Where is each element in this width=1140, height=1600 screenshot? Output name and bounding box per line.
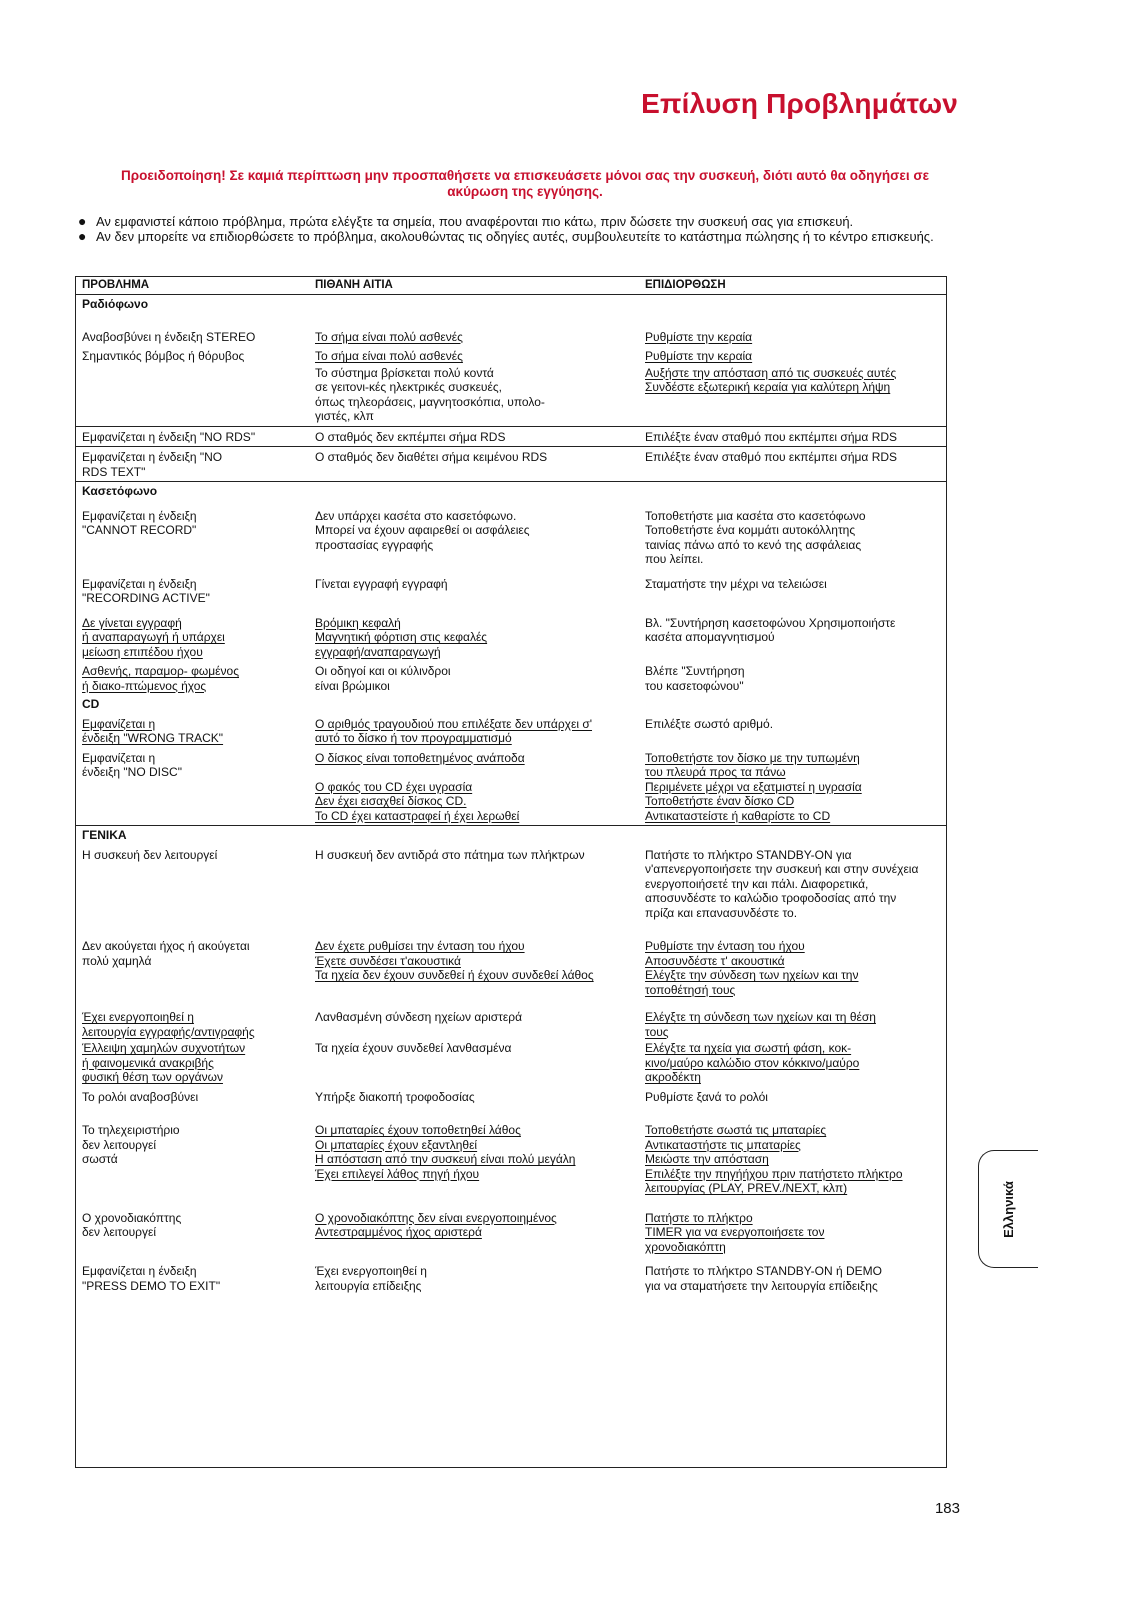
cause-cell: Έχει ενεργοποιηθεί η λειτουργία επίδειξης bbox=[315, 1264, 427, 1293]
problem-cell: Εμφανίζεται η ένδειξη "PRESS DEMO TO EXIT" bbox=[82, 1264, 221, 1293]
cause-cell: Βρόμικη κεφαλή Μαγνητική φόρτιση στις κεφαλές εγγραφή/αναπαραγωγή bbox=[315, 615, 488, 659]
table-row bbox=[76, 748, 946, 826]
fix-cell: Ρυθμίστε ξανά το ρολόι bbox=[645, 1089, 768, 1104]
fix-cell: Επιλέξτε έναν σταθμό που εκπέμπει σήμα RDS bbox=[645, 450, 898, 464]
fix-cell: Ελέγξτε τα ηχεία για σωστή φάση, κοκ- κινο/μαύρο καλώδιο στον κόκκινο/μαύρο ακροδέκτη bbox=[645, 1041, 860, 1084]
problem-cell: Εμφανίζεται η ένδειξη "CANNOT RECORD" bbox=[82, 508, 197, 537]
table-row bbox=[76, 1041, 946, 1087]
problem-cell: Αναβοσβύνει η ένδειξη STEREO bbox=[82, 329, 256, 344]
cause-cell: Υπήρξε διακοπή τροφοδοσίας bbox=[315, 1089, 475, 1104]
bullet-icon: ● bbox=[78, 228, 87, 244]
warning-text: Προειδοποίηση! Σε καμιά περίπτωση μην προσπαθήσετε να επισκευάσετε μόνοι σας την συσκευή, διότι αυτό θα οδηγήσει σε ακύρωση της εγγύησης. bbox=[121, 168, 929, 199]
problem-cell: Ο χρονοδιακόπτης δεν λειτουργεί bbox=[82, 1210, 182, 1239]
cause-cell: Ο σταθμός δεν διαθέτει σήμα κειμένου RDS bbox=[315, 450, 548, 464]
cause-cell: Ο χρονοδιακόπτης δεν είναι ενεργοποιημένος Αντεστραμμένος ήχος αριστερά bbox=[315, 1210, 557, 1239]
cause-cell: Λανθασμένη σύνδεση ηχείων αριστερά bbox=[315, 1010, 523, 1024]
problem-cell: Σημαντικός βόμβος ή θόρυβος bbox=[82, 349, 245, 363]
language-tab bbox=[978, 1150, 1038, 1268]
problem-cell: Ασθενής, παραμορ- φωμένος ή διακο-πτώμενος ήχος bbox=[82, 664, 239, 693]
cause-cell: Δεν υπάρχει κασέτα στο κασετόφωνο. Μπορεί να έχουν αφαιρεθεί οι ασφάλειες προστασίας εγγραφής bbox=[315, 508, 530, 552]
bullet-item bbox=[78, 214, 948, 229]
language-tab-label: Ελληνικά bbox=[1000, 1180, 1016, 1238]
cause-cell: Ο δίσκος είναι τοποθετημένος ανάποδα Ο φακός του CD έχει υγρασία Δεν έχει εισαχθεί δίσκος CD. Το CD έχει καταστραφεί ή έχει λερωθεί bbox=[315, 750, 525, 823]
fix-cell: Πατήστε το πλήκτρο STANDBY-ON ή DEMO για να σταματήσετε την λειτουργία επίδειξης bbox=[645, 1264, 882, 1293]
fix-cell: Σταματήστε την μέχρι να τελειώσει bbox=[645, 576, 827, 591]
fix-cell: Τοποθετήστε μια κασέτα στο κασετόφωνο Τοποθετήστε ένα κομμάτι αυτοκόλλητης ταινίας πάνω από το κενό της ασφάλειας που λείπει. bbox=[645, 508, 866, 566]
fix-cell: Πατήστε το πλήκτρο TIMER για να ενεργοποιήσετε τον χρονοδιακόπτη bbox=[645, 1210, 825, 1254]
table-row bbox=[76, 1208, 946, 1257]
table-row bbox=[76, 714, 946, 748]
problem-cell: Το ρολόι αναβοσβύνει bbox=[82, 1089, 199, 1104]
cause-cell: Το σύστημα βρίσκεται πολύ κοντά σε γειτονι-κές ηλεκτρικές συσκευές, όπως τηλεοράσεις, μαγνητοσκόπια, υπολο- γιστές, κλπ bbox=[315, 365, 545, 423]
page-title: Επίλυση Προβλημάτων bbox=[641, 88, 958, 119]
bullet-text: Αν δεν μπορείτε να επιδιορθώσετε το πρόβλημα, ακολουθώντας τις οδηγίες αυτές, συμβουλευτείτε το κατάστημα πώλησης ή το κέντρο επισκευής. bbox=[96, 229, 934, 244]
problem-cell: Το τηλεχειριστήριο δεν λειτουργεί σωστά bbox=[82, 1123, 180, 1166]
bullet-item bbox=[78, 229, 948, 244]
header-cause: ΠΙΘΑΝΗ ΑΙΤΙΑ bbox=[315, 279, 393, 292]
cause-cell: Γίνεται εγγραφή εγγραφή bbox=[315, 576, 448, 591]
problem-cell: Εμφανίζεται η ένδειξη "NO RDS" bbox=[82, 429, 256, 444]
fix-cell: Βλέπε "Συντήρηση του κασετοφώνου" bbox=[645, 664, 745, 693]
cause-cell: Το σήμα είναι πολύ ασθενές bbox=[315, 349, 463, 363]
fix-cell: Ρυθμίστε την κεραία bbox=[645, 329, 753, 344]
page-number: 183 bbox=[934, 1500, 960, 1517]
cause-cell: Η συσκευή δεν αντιδρά στο πάτημα των πλήκτρων bbox=[315, 847, 585, 862]
fix-cell: Ρυθμίστε την κεραία bbox=[645, 349, 753, 363]
problem-cell bbox=[76, 366, 309, 424]
table-row bbox=[76, 608, 946, 662]
problem-cell: Έχει ενεργοποιηθεί η λειτουργία εγγραφής/αντιγραφής bbox=[82, 1010, 255, 1039]
fix-cell: Τοποθετήστε σωστά τις μπαταρίες Αντικαταστήστε τις μπαταρίες Μειώστε την απόσταση Επιλέξτε την πηγήήχου πριν πατήστετο πλήκτρο λειτουργίας (PLAY, PREV./NEXT, κλπ) bbox=[645, 1123, 903, 1195]
cause-cell: Το σήμα είναι πολύ ασθενές bbox=[315, 329, 463, 344]
section-title: Ραδιόφωνο bbox=[82, 297, 149, 311]
fix-cell: Επιλέξτε έναν σταθμό που εκπέμπει σήμα RDS bbox=[645, 429, 898, 444]
bullet-icon: ● bbox=[78, 213, 87, 229]
bullet-list bbox=[78, 214, 948, 244]
troubleshooting-table bbox=[75, 276, 947, 1468]
fix-cell: Βλ. "Συντήρηση κασετοφώνου Χρησιμοποιήστε κασέτα απομαγνητισμού bbox=[645, 615, 896, 644]
table-row bbox=[76, 1007, 946, 1041]
table-row bbox=[76, 346, 946, 366]
table-row bbox=[76, 1256, 946, 1295]
fix-cell: Τοποθετήστε τον δίσκο με την τυπωμένη του πλευρά προς τα πάνω Περιμένετε μέχρι να εξατμιστεί η υγρασία Τοποθετήστε έναν δίσκο CD Αντικαταστείστε ή καθαρίστε το CD bbox=[645, 750, 862, 823]
problem-cell: Έλλειψη χαμηλών συχνοτήτων ή φαινομενικά ανακριβής φυσική θέση των οργάνων bbox=[82, 1041, 246, 1084]
cause-cell: Οι μπαταρίες έχουν τοποθετηθεί λάθος Οι μπαταρίες έχουν εξαντληθεί Η απόσταση από την συσκευή είναι πολύ μεγάλη Έχει επιλεγεί λάθος πηγή ήχου bbox=[315, 1123, 576, 1181]
table-row bbox=[76, 446, 946, 481]
table-row bbox=[76, 661, 946, 695]
problem-cell: Εμφανίζεται η ένδειξη "WRONG TRACK" bbox=[82, 716, 224, 745]
table-row bbox=[76, 936, 946, 999]
fix-cell: Ρυθμίστε την ένταση του ήχου Αποσυνδέστε τ' ακουστικά Ελέγξτε την σύνδεση των ηχείων και την τοποθέτησή τους bbox=[645, 939, 859, 997]
problem-cell: Εμφανίζεται η ένδειξη "NO RDS TEXT" bbox=[82, 450, 223, 479]
cause-cell: Τα ηχεία έχουν συνδεθεί λανθασμένα bbox=[315, 1041, 512, 1055]
fix-cell: Επιλέξτε σωστό αριθμό. bbox=[645, 716, 774, 731]
table-row bbox=[76, 366, 946, 426]
table-row bbox=[76, 1120, 946, 1198]
cause-cell: Ο αριθμός τραγουδιού που επιλέξατε δεν υπάρχει σ' αυτό το δίσκο ή τον προγραμματισμό bbox=[315, 716, 593, 745]
header-fix: ΕΠΙΔΙΟΡΘΩΣΗ bbox=[645, 279, 726, 292]
table-row bbox=[76, 1087, 946, 1107]
table-row bbox=[76, 501, 946, 569]
problem-cell: Εμφανίζεται η ένδειξη "NO DISC" bbox=[82, 750, 182, 779]
header-problem: ΠΡΟΒΛΗΜΑ bbox=[82, 279, 150, 292]
table-row bbox=[76, 314, 946, 347]
problem-cell: Δε γίνεται εγγραφή ή αναπαραγωγή ή υπάρχει μείωση επιπέδου ήχου bbox=[82, 615, 225, 659]
fix-cell: Ελέγξτε τη σύνδεση των ηχείων και τη θέση τους bbox=[645, 1010, 876, 1039]
fix-cell: Αυξήστε την απόσταση από τις συσκευές αυτές Συνδέστε εξωτερική κεραία για καλύτερη λήψη bbox=[645, 365, 897, 394]
cause-cell: Οι οδηγοί και οι κύλινδροι είναι βρώμικοι bbox=[315, 664, 451, 693]
problem-cell: Η συσκευή δεν λειτουργεί bbox=[82, 847, 218, 862]
section-title: Κασετόφωνο bbox=[76, 481, 946, 501]
fix-cell: Πατήστε το πλήκτρο STANDBY-ON για ν'απενεργοποιήσετε την συσκευή και στην συνέχεια ενεργοποιήσετέ την και πάλι. Διαφορετικά, αποσυνδέστε το καλώδιο τροφοδοσίας από την πρίζα και επανασυνδέστε το. bbox=[645, 847, 919, 920]
cause-cell: Ο σταθμός δεν εκπέμπει σήμα RDS bbox=[315, 429, 506, 444]
table-header bbox=[76, 277, 946, 295]
section-title: CD bbox=[82, 697, 100, 711]
table-row bbox=[76, 569, 946, 608]
table-row bbox=[76, 845, 946, 923]
bullet-text: Αν εμφανιστεί κάποιο πρόβλημα, πρώτα ελέγξτε τα σημεία, που αναφέρονται πιο κάτω, πριν δώσετε την συσκευή σας για επισκευή. bbox=[96, 214, 854, 229]
table-row bbox=[76, 426, 946, 447]
section-title: ΓΕΝΙΚΑ bbox=[76, 825, 946, 845]
problem-cell: Εμφανίζεται η ένδειξη "RECORDING ACTIVE" bbox=[82, 576, 210, 605]
cause-cell: Δεν έχετε ρυθμίσει την ένταση του ήχου Έχετε συνδέσει τ'ακουστικά Τα ηχεία δεν έχουν συνδεθεί ή έχουν συνδεθεί λάθος bbox=[315, 939, 594, 982]
problem-cell: Δεν ακούγεται ήχος ή ακούγεται πολύ χαμηλά bbox=[82, 939, 250, 968]
